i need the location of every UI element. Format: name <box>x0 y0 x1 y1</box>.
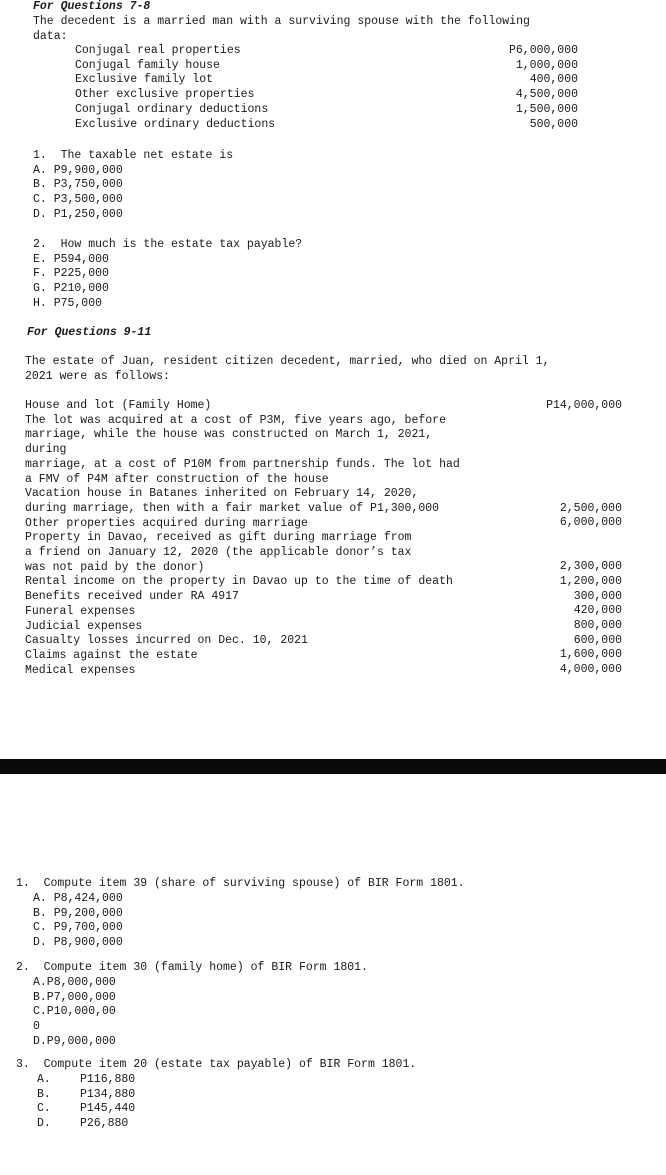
intro-text-line: 2021 were as follows: <box>25 370 170 383</box>
question-text: 2. How much is the estate tax payable? <box>33 238 303 251</box>
estate-value: 2,300,000 <box>559 560 622 573</box>
estate-line: marriage, at a cost of P10M from partnership funds. The lot had <box>25 457 460 471</box>
data-labels <box>75 44 275 132</box>
question-text: 3. Compute item 20 (estate tax payable) of BIR Form 1801. <box>16 1058 417 1071</box>
answer-option: B.P7,000,000 <box>33 990 116 1004</box>
option-value: P116,880 <box>80 1073 136 1086</box>
estate-line: Other properties acquired during marriage <box>25 516 308 530</box>
data-label: Conjugal real properties <box>75 44 241 57</box>
estate-value: 4,000,000 <box>559 663 622 676</box>
option-values <box>80 1073 135 1132</box>
options-block <box>33 892 123 951</box>
estate-item-descriptions <box>25 399 460 678</box>
option-letters <box>37 1073 51 1132</box>
estate-line: during <box>25 443 67 457</box>
intro-text-line: The estate of Juan, resident citizen decedent, married, who died on April 1, <box>25 355 550 368</box>
estate-value: 300,000 <box>573 590 622 603</box>
estate-value: 1,600,000 <box>559 648 622 661</box>
answer-option: C. P9,700,000 <box>33 921 123 935</box>
estate-line: Property in Davao, received as gift during marriage from <box>25 531 412 545</box>
estate-line: The lot was acquired at a cost of P3M, five years ago, before <box>25 413 446 427</box>
estate-line: Funeral expenses <box>25 604 136 618</box>
estate-value: 1,200,000 <box>559 575 622 588</box>
estate-line: during marriage, then with a fair market value of P1,300,000 <box>25 501 440 515</box>
answer-option: D.P9,000,000 <box>33 1034 116 1048</box>
section-heading-9-11: For Questions 9-11 <box>27 326 152 339</box>
estate-line: Vacation house in Batanes inherited on February 14, 2020, <box>25 487 419 501</box>
data-value: P6,000,000 <box>508 44 578 57</box>
option-letter: A. <box>37 1073 51 1086</box>
intro-text-line: The decedent is a married man with a surviving spouse with the following <box>33 15 530 28</box>
data-label: Exclusive family lot <box>75 73 214 87</box>
question-block <box>33 238 302 312</box>
estate-line: Rental income on the property in Davao up to the time of death <box>25 575 453 589</box>
question-block <box>33 149 233 223</box>
estate-line: Benefits received under RA 4917 <box>25 590 239 604</box>
estate-value: P14,000,000 <box>546 399 622 412</box>
question-block <box>16 1058 416 1073</box>
answer-option: 0 <box>33 1020 40 1034</box>
estate-line: Claims against the estate <box>25 648 198 662</box>
estate-line: Medical expenses <box>25 663 136 677</box>
estate-value: 800,000 <box>573 619 622 632</box>
data-label: Exclusive ordinary deductions <box>75 117 276 131</box>
estate-line: Casualty losses incurred on Dec. 10, 2021 <box>25 634 308 648</box>
option-letter: C. <box>37 1102 51 1116</box>
question-text: 1. Compute item 39 (share of surviving spouse) of BIR Form 1801. <box>16 877 465 890</box>
answer-option: C.P10,000,00 <box>33 1005 116 1019</box>
data-value: 4,500,000 <box>515 88 578 102</box>
data-values <box>509 44 578 132</box>
estate-value: 600,000 <box>573 634 622 647</box>
answer-option: B. P9,200,000 <box>33 906 123 920</box>
answer-option: A. P8,424,000 <box>33 892 123 905</box>
question-text: 1. The taxable net estate is <box>33 149 234 162</box>
data-value: 1,000,000 <box>515 58 578 72</box>
answer-option: E. P594,000 <box>33 252 109 266</box>
estate-line: House and lot (Family Home) <box>25 399 212 412</box>
answer-option: G. P210,000 <box>33 282 109 296</box>
option-letter: B. <box>37 1087 51 1101</box>
estate-line: Judicial expenses <box>25 619 143 633</box>
data-value: 1,500,000 <box>515 102 578 116</box>
data-label: Other exclusive properties <box>75 88 255 102</box>
question-block <box>16 961 368 976</box>
answer-option: A.P8,000,000 <box>33 976 116 989</box>
estate-line: a friend on January 12, 2020 (the applicable donor’s tax <box>25 546 412 560</box>
data-value: 500,000 <box>529 117 578 131</box>
estate-line: was not paid by the donor) <box>25 560 205 574</box>
data-label: Conjugal family house <box>75 58 220 72</box>
answer-option: D. P8,900,000 <box>33 936 123 950</box>
options-block <box>33 976 116 1050</box>
estate-line: a FMV of P4M after construction of the house <box>25 472 329 486</box>
section-heading-7-8: For Questions 7-8 <box>33 0 151 13</box>
intro-text-line: data: <box>33 30 68 43</box>
option-value: P26,880 <box>80 1117 129 1131</box>
answer-option: C. P3,500,000 <box>33 193 123 207</box>
data-value: 400,000 <box>529 73 578 87</box>
question-text: 2. Compute item 30 (family home) of BIR Form 1801. <box>16 961 368 974</box>
estate-line: marriage, while the house was constructed on March 1, 2021, <box>25 428 433 442</box>
question-block <box>16 877 465 892</box>
option-letter: D. <box>37 1117 51 1131</box>
answer-option: A. P9,900,000 <box>33 163 123 177</box>
data-label: Conjugal ordinary deductions <box>75 102 269 116</box>
page-divider <box>0 759 666 774</box>
estate-value: 2,500,000 <box>559 502 622 515</box>
option-value: P145,440 <box>80 1102 136 1116</box>
answer-option: B. P3,750,000 <box>33 178 123 192</box>
answer-option: H. P75,000 <box>33 296 103 310</box>
answer-option: F. P225,000 <box>33 267 109 281</box>
estate-value: 6,000,000 <box>559 516 622 529</box>
estate-value: 420,000 <box>573 604 622 617</box>
answer-option: D. P1,250,000 <box>33 207 123 221</box>
option-value: P134,880 <box>80 1087 136 1101</box>
